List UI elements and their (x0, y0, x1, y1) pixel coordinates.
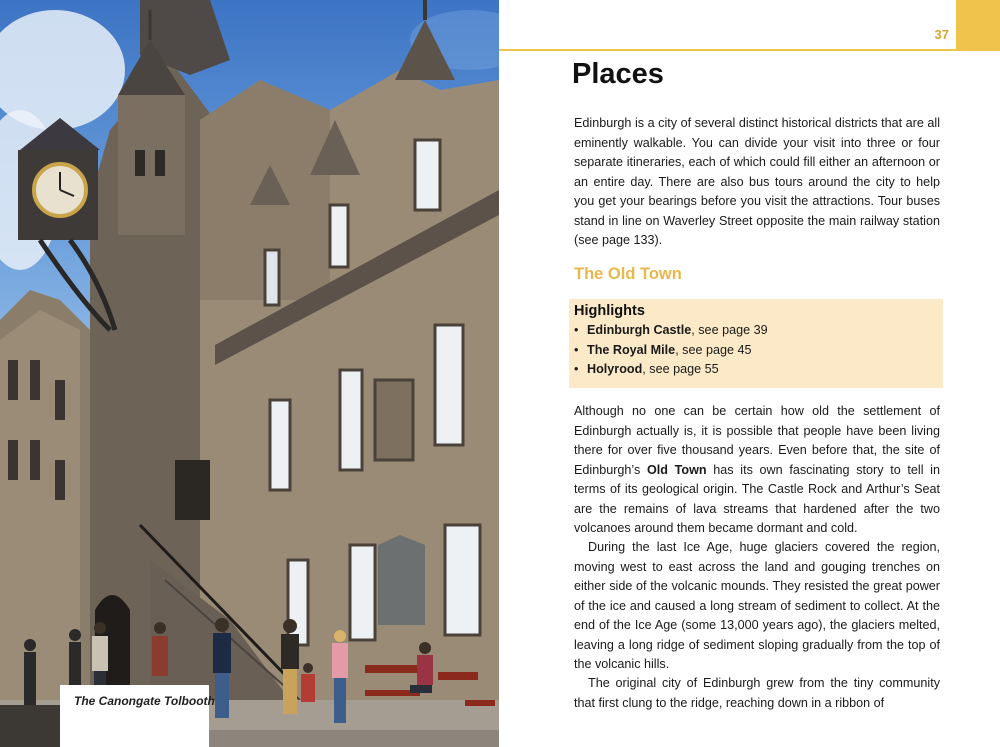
page-number: 37 (934, 27, 949, 42)
text-run: Edinburgh is a city of several distinct historical districts that are all eminently walkable. You can divide your visit into three or four separate itineraries, each of which could fill either an afternoon or an entire day. There are also bus tours around the city to help you get your bearings before you visit the attractions. Tour buses stand in line on Waverley Street opposite the main railway station (see page 133). (574, 116, 940, 247)
text-page (499, 0, 1000, 747)
highlight-item (574, 341, 943, 361)
tolbooth-photo (0, 0, 499, 747)
highlight-item (574, 321, 943, 341)
highlights-list (574, 321, 943, 380)
text-run: has its own fascinating story to tell in terms of its geological origin. The Castle Rock and Arthur’s Seat are the remains of lava streams that hardened after the two volcanoes around them became dormant and cold. (574, 462, 940, 535)
highlight-page-ref: , see page 39 (691, 323, 768, 337)
bold-term: Old Town (646, 462, 707, 477)
highlight-item (574, 360, 943, 380)
text-run: During the last Ice Age, huge glaciers covered the region, moving west to east across the land and gouging trenches on either side of the volcanic mounds. They resisted the great power of the ice and caused a long stream of sediment to collect. At the end of the Ice Age (some 13,000 years ago), the glaciers melted, leaving a long ridge of sediment sloping gradually from the top of the volcanic hills. (574, 540, 940, 671)
tolbooth-illustration (0, 0, 499, 747)
highlight-page-ref: , see page 55 (642, 362, 719, 376)
highlight-name: Edinburgh Castle (587, 323, 692, 337)
highlight-page-ref: , see page 45 (675, 342, 752, 357)
highlights-box (569, 299, 943, 388)
body-paragraph (574, 538, 940, 675)
page-title: Places (572, 58, 664, 90)
intro-paragraph (574, 114, 940, 251)
highlight-name: The Royal Mile (587, 342, 676, 357)
text-run: Although no one can be certain how old the settlement of Edinburgh actually is, it is possible that people have been living there for over five thousand years. Even before that, the site of Edinburgh’s (574, 404, 940, 477)
header-rule (499, 49, 956, 51)
section-heading: The Old Town (574, 265, 682, 283)
page-tab (956, 0, 1000, 51)
highlight-name: Holyrood (587, 362, 643, 376)
photo-caption: The Canongate Tolbooth (74, 694, 215, 708)
body-paragraph (574, 402, 940, 539)
text-run: The original city of Edinburgh grew from the tiny community that first clung to the ridge, reaching down in a ribbon of (574, 676, 940, 710)
body-paragraph (574, 674, 940, 713)
highlights-heading: Highlights (574, 303, 645, 319)
